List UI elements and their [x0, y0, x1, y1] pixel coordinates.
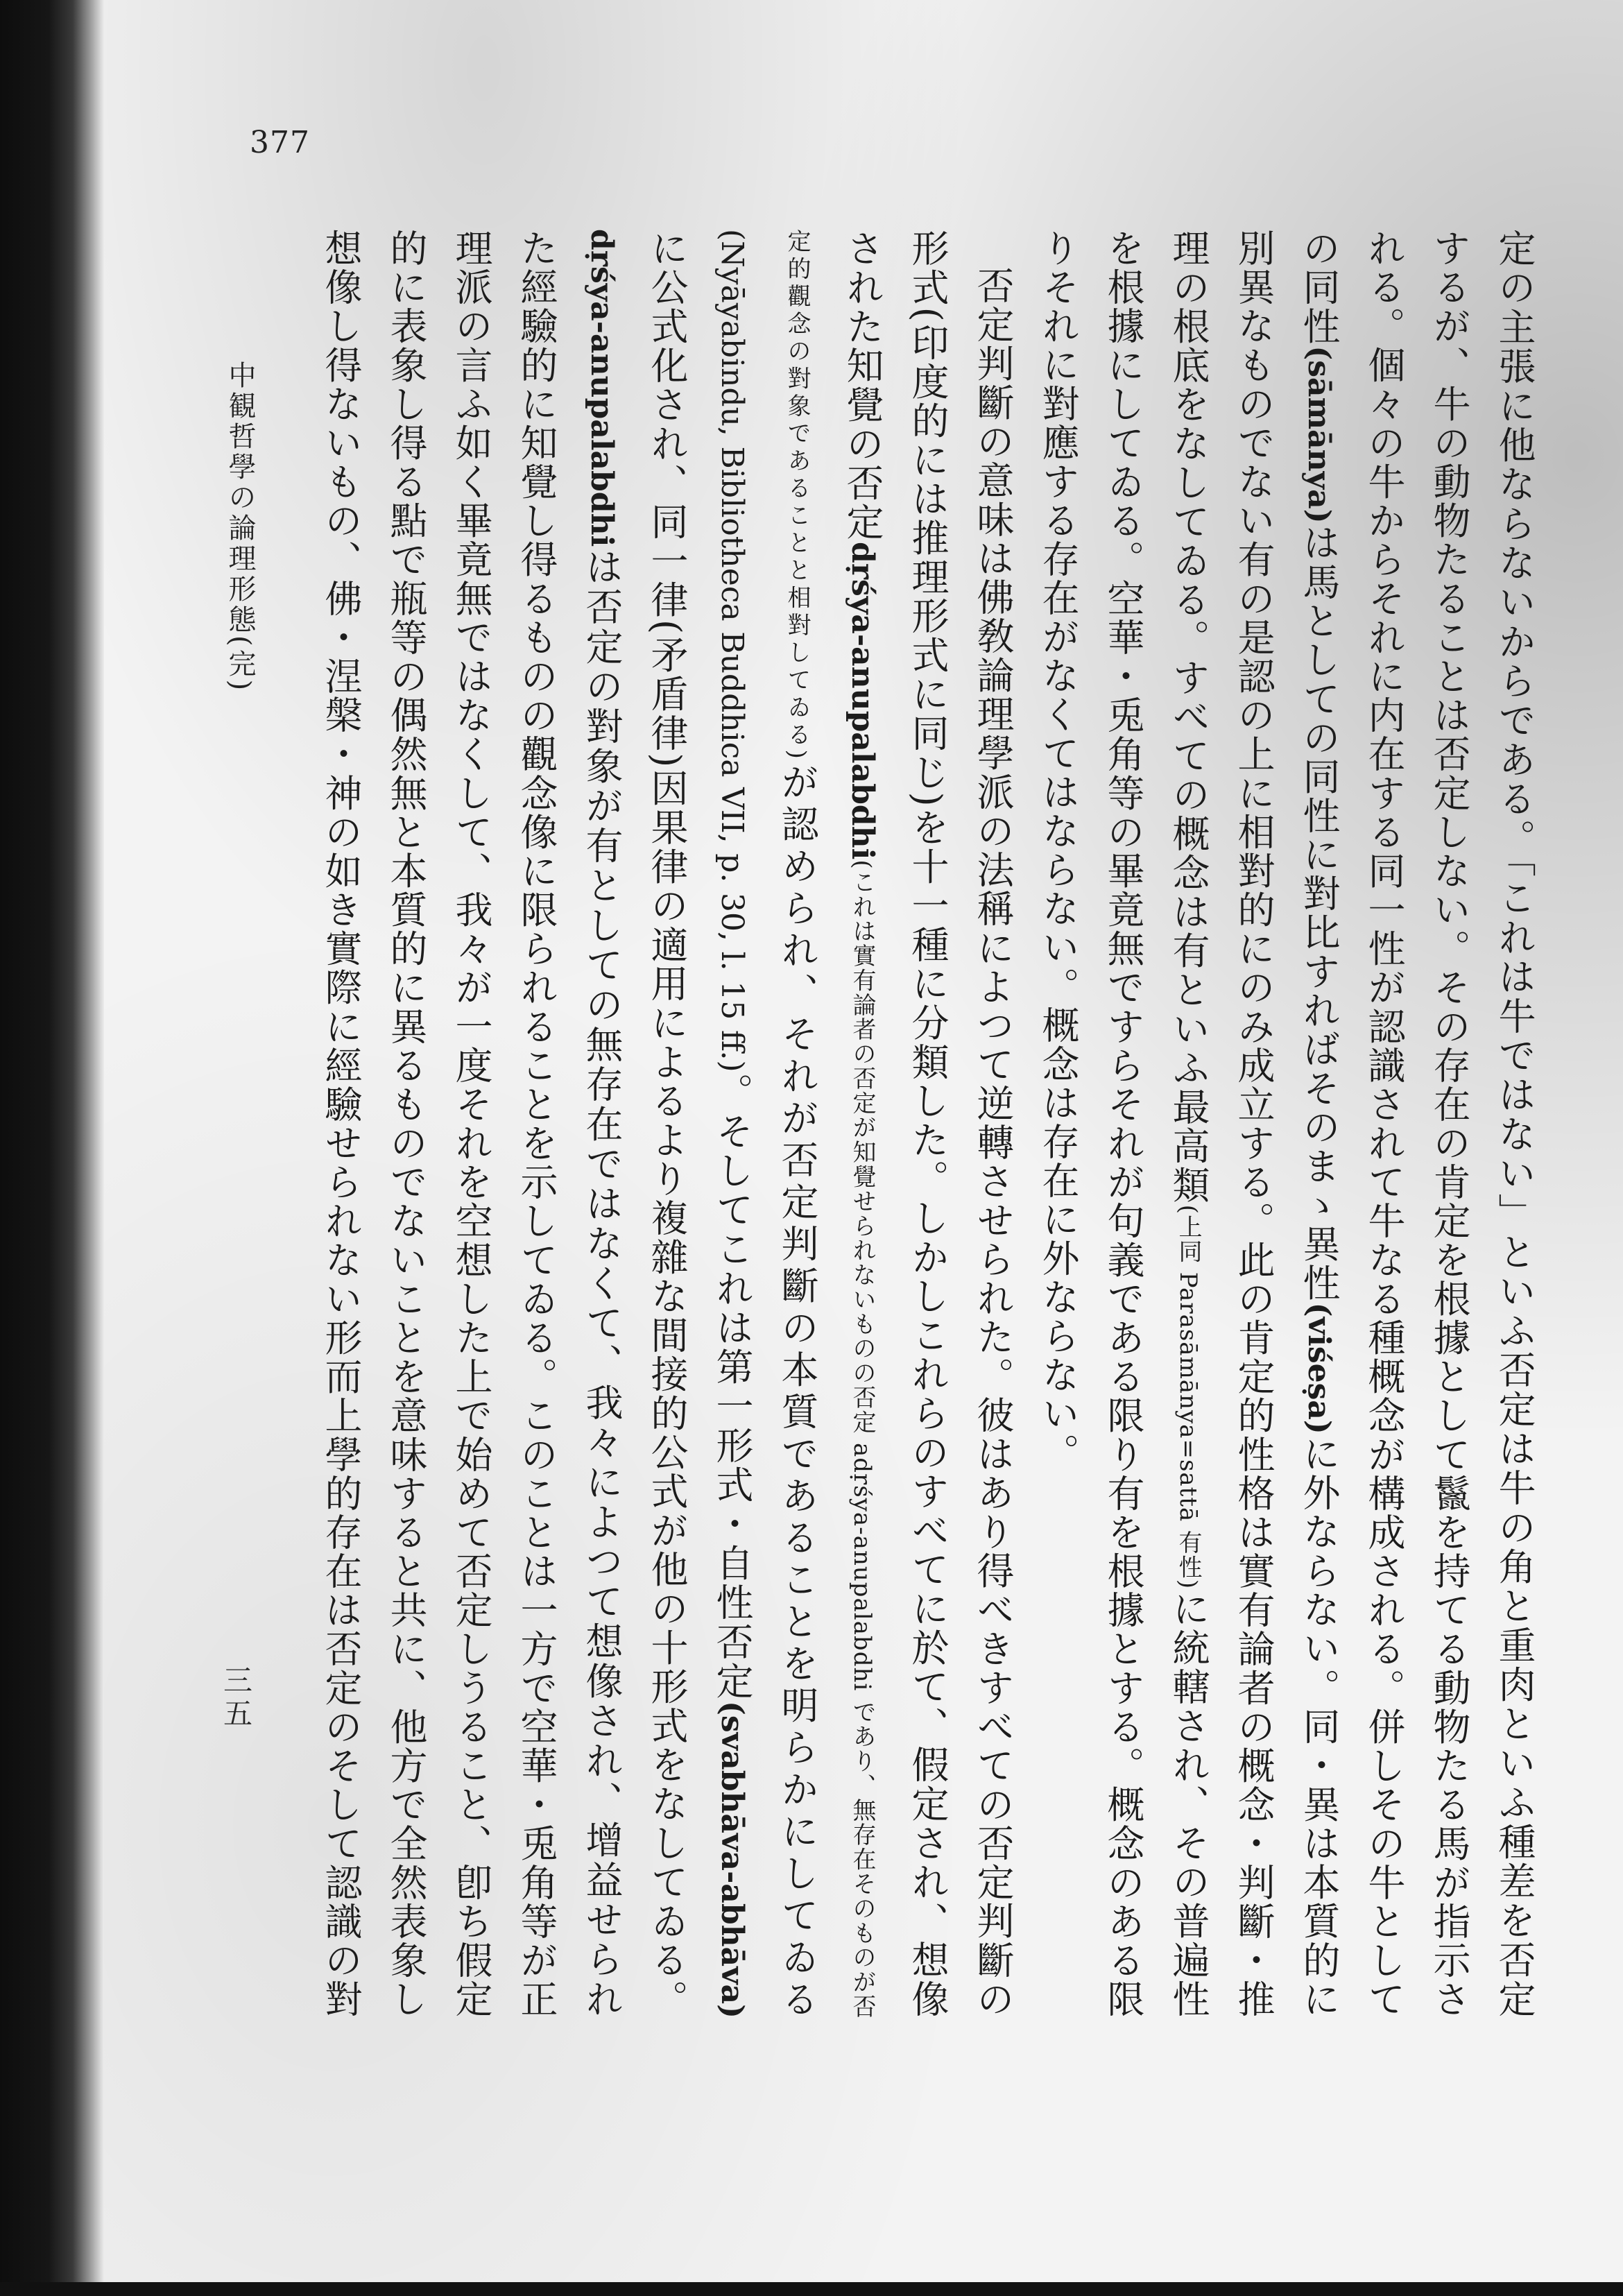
paragraph-1	[1025, 229, 1547, 2019]
paragraph-1-text-e: に外ならない。同・異は本質的に別異なものでない有の是認の上に相對的にのみ成立する。此の肯定的性格は實有論者の概念・判斷・推理の根底をなしてゐる。すべての概念は有といふ最高類	[1167, 229, 1341, 2019]
paragraph-2	[305, 229, 1025, 2019]
paragraph-2-text-c: が認められ、それが否定判斷の本質であることを明らかにしてゐる	[775, 759, 819, 2019]
paragraph-2-text-d: 。そしてこれは第一形式・自性否定	[710, 1072, 754, 1702]
body-text	[305, 229, 1547, 2019]
paragraph-1-text-c: は馬としての同性に對比すればそのまゝ異性	[1297, 523, 1341, 1303]
running-footer: 中観哲學の論理形態(完)	[224, 361, 256, 694]
paragraph-1-text-a: 定の主張に他ならないからである。「これは牛ではない」といふ否定は牛の角と重肉といふ種差を否定するが、牛の動物たることは否定しない。その存在の肯定を根據として鬣を持てる動物たる馬が指示される。個々の牛からそれに内在する同一性が認識されて牛なる種概念が構成される。併しその牛としての同性	[1297, 229, 1536, 2019]
scan-binding-shadow	[0, 0, 104, 2296]
citation-nyayabindu: (Nyāyabindu, Bibliotheca Buddhica VII, p. 30, l. 15 ff.)	[714, 229, 750, 1072]
note-parasamanya: (上同 Parasāmānya=sattā 有性)	[1174, 1204, 1202, 1590]
term-drsya-anupalabdhi: dṛśya-anupalabdhi	[845, 542, 880, 860]
paragraph-2-text-h: は否定の對象が有としての無存在ではなくて、我々によつて想像され、增益せられた經驗的に知覺し得るものの觀念像に限られることを示してゐる。このことは一方で空華・兎角等が正理派の言ふ如く畢竟無ではなくして、我々が一度それを空想した上で始めて否定しうること、卽ち假定的に表象し得る點で瓶等の偶然無と本質的に異るものでないことを意味すると共に、他方で全然表象し想像し得ないもの、佛・涅槃・神の如き實際に經驗せられない形而上學的存在は否定のそして認識の對	[319, 229, 624, 2019]
paragraph-2-text-a: 否定判斷の意味は佛敎論理學派の法稱によつて逆轉させられた。彼はあり得べきすべての否定判斷の形式(印度的には推理形式に同じ)を十一種に分類した。しかしこれらのすべてに於て、假定され、想像された知覺の否定	[841, 229, 1015, 2019]
term-visesa: (viśeṣa)	[1301, 1302, 1337, 1434]
scan-bottom-edge	[0, 2282, 1623, 2296]
page-number: 377	[250, 125, 310, 160]
term-drsya-anupalabdhi-2: dṛśya-anupalabdhi	[584, 229, 619, 547]
term-samanya: (sāmānya)	[1301, 345, 1337, 524]
page-number-kanji: 三五	[219, 1665, 253, 1731]
term-svabhava-abhava: (svabhāva-abhāva)	[714, 1701, 750, 2019]
note-adrsya: (これは實有論者の否定が知覺せられないものの否定 adṛśya-anupalabdhi であり、無存在そのものが否定的觀念の對象であることと相對してゐる)	[783, 229, 876, 2019]
paragraph-1-text-f: に統轄され、その普遍性を根據にしてゐる。空華・兎角等の畢竟無ですらそれが句義である限り有を根據とする。概念のある限りそれに對應する存在がなくてはならない。概念は存在に外ならない。	[1036, 229, 1210, 2019]
paragraph-2-text-f: に公式化され、同一律(矛盾律)因果律の適用によるより複雜な間接的公式が他の十形式をなしてゐる。	[645, 229, 689, 2019]
